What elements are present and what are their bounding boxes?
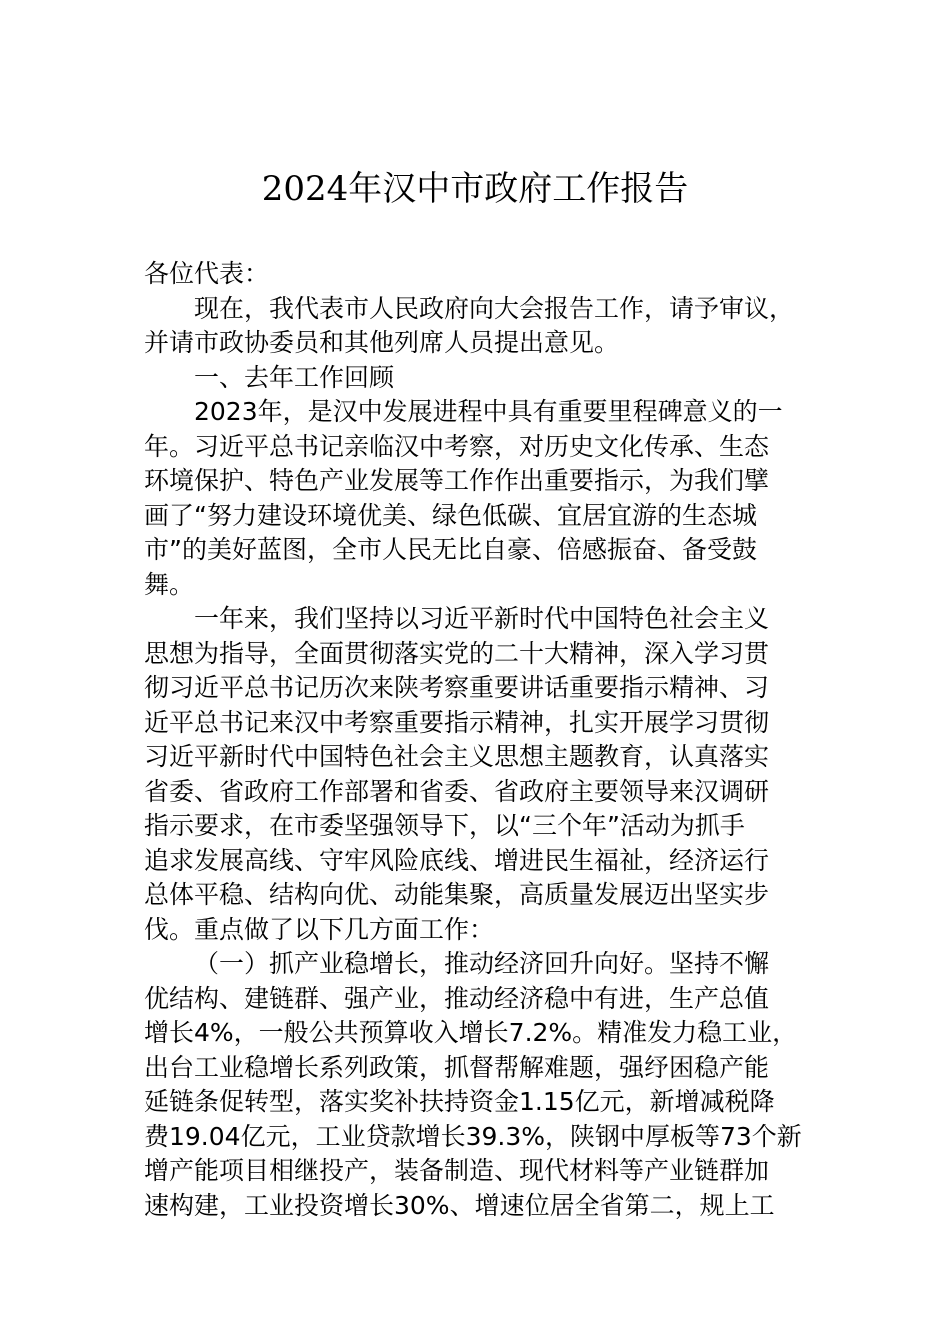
text-line: 年。习近平总书记亲临汉中考察，对历史文化传承、生态 [144, 431, 770, 461]
text-line: 画了“努力建设环境优美、绿色低碳、宜居宜游的生态城 [144, 500, 757, 530]
text-line: （一）抓产业稳增长，推动经济回升向好。坚持不懈 [194, 949, 770, 978]
document-title: 2024年汉中市政府工作报告 [261, 169, 689, 209]
text-line: 习近平新时代中国特色社会主义思想主题教育，认真落实 [144, 742, 770, 771]
text-line: 环境保护、特色产业发展等工作作出重要指示，为我们擘 [144, 466, 770, 495]
text-line: 并请市政协委员和其他列席人员提出意见。 [144, 328, 620, 357]
salutation: 各位代表： [144, 259, 270, 288]
text-line: 一、去年工作回顾 [194, 362, 395, 392]
text-line: 速构建，工业投资增长30%、增速位居全省第二，规上工 [144, 1190, 775, 1220]
text-line: 延链条促转型，落实奖补扶持资金1.15亿元，新增减税降 [144, 1087, 775, 1116]
text-line: 2023年，是汉中发展进程中具有重要里程碑意义的一 [194, 397, 783, 426]
text-line: 彻习近平总书记历次来陕考察重要讲话重要指示精神、习 [144, 673, 770, 702]
text-line: 优结构、建链群、强产业，推动经济稳中有进，生产总值 [144, 983, 770, 1013]
text-line: 舞。 [144, 569, 195, 599]
text-line: 指示要求，在市委坚强领导下，以“三个年”活动为抓手 [144, 811, 745, 840]
text-line: 近平总书记来汉中考察重要指示精神，扎实开展学习贯彻 [144, 707, 770, 737]
text-line: 追求发展高线、守牢风险底线、增进民生福祉，经济运行 [144, 845, 770, 875]
text-line: 现在，我代表市人民政府向大会报告工作，请予审议， [194, 293, 795, 323]
body-lines [144, 292, 824, 1224]
document-body [144, 257, 824, 1223]
text-line: 增长4%，一般公共预算收入增长7.2%。精准发力稳工业， [144, 1018, 798, 1047]
text-line: 一年来，我们坚持以习近平新时代中国特色社会主义 [194, 604, 770, 633]
text-line: 总体平稳、结构向优、动能集聚，高质量发展迈出坚实步 [144, 880, 770, 909]
text-line: 伐。重点做了以下几方面工作： [144, 914, 495, 944]
text-line: 增产能项目相继投产，装备制造、现代材料等产业链群加 [144, 1156, 770, 1185]
text-line: 出台工业稳增长系列政策，抓督帮解难题，强纾困稳产能 [144, 1052, 770, 1082]
text-line: 费19.04亿元，工业贷款增长39.3%，陕钢中厚板等73个新 [144, 1121, 802, 1151]
text-line: 思想为指导，全面贯彻落实党的二十大精神，深入学习贯 [144, 638, 770, 668]
text-line: 市”的美好蓝图，全市人民无比自豪、倍感振奋、备受鼓 [144, 535, 757, 564]
text-line: 省委、省政府工作部署和省委、省政府主要领导来汉调研 [144, 776, 770, 806]
